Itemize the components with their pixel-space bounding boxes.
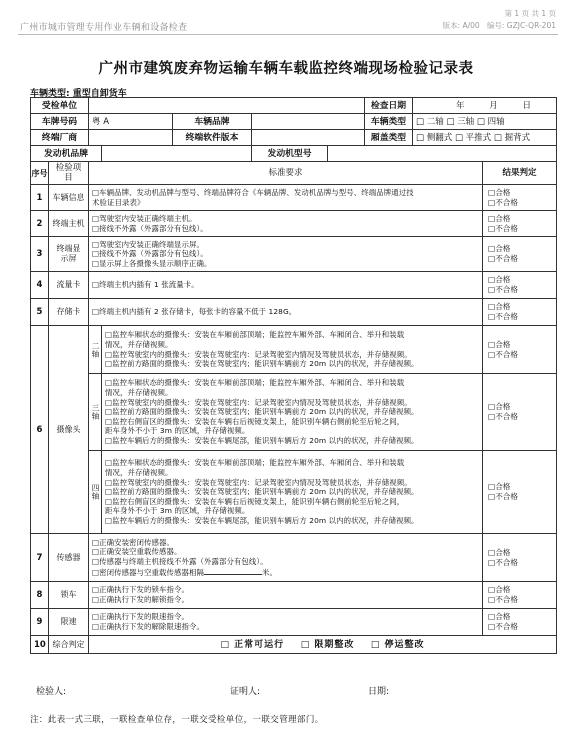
engine-model-value[interactable] bbox=[328, 146, 557, 162]
fail-checkbox[interactable]: □不合格 bbox=[488, 254, 518, 263]
row-no: 5 bbox=[31, 299, 49, 326]
row-item: 传感器 bbox=[49, 534, 89, 582]
fail-checkbox[interactable]: □不合格 bbox=[488, 223, 518, 233]
req-line: □车辆品牌、发动机品牌与型号、终端品牌符合《车辆品牌、发动机品牌与型号、终端品牌通过技 bbox=[92, 187, 414, 197]
row-requirement[interactable] bbox=[89, 185, 483, 211]
req-line: □接线不外露（外露部分有包线）。 bbox=[92, 223, 208, 233]
row-no: 10 bbox=[31, 636, 49, 654]
inspected-unit-value[interactable] bbox=[89, 98, 365, 114]
axle-label: 四轴 bbox=[89, 451, 102, 534]
row-requirement[interactable] bbox=[89, 582, 483, 609]
plate-label: 车牌号码 bbox=[31, 114, 89, 130]
result-cell[interactable] bbox=[483, 582, 557, 609]
row-no: 6 bbox=[31, 326, 49, 534]
row-item: 综合判定 bbox=[49, 636, 89, 654]
engine-model-label: 发动机型号 bbox=[252, 146, 328, 162]
brand-label: 车辆品牌 bbox=[173, 114, 252, 130]
req-line: □监控前方路面的摄像头：安装在驾驶室内；能识别车辆前方 20m 以内的状况，并存储视频。 bbox=[105, 407, 419, 417]
req-line: □监控前方路面的摄像头：安装在驾驶室内；能识别车辆前方 20m 以内的状况，并存储视频。 bbox=[105, 359, 419, 369]
req-line bbox=[92, 567, 479, 578]
req-line: 情况，并存储视频。 bbox=[105, 388, 173, 398]
pass-checkbox[interactable]: □合格 bbox=[488, 585, 511, 594]
req-line: □驾驶室内安装正确终端主机。 bbox=[92, 213, 197, 223]
pass-checkbox[interactable]: □合格 bbox=[488, 187, 511, 197]
req-line: □终端主机内插有 1 张流量卡。 bbox=[92, 280, 199, 290]
camera-row-three-axle bbox=[31, 374, 557, 451]
row-item: 锁车 bbox=[49, 582, 89, 609]
pass-checkbox[interactable]: □合格 bbox=[488, 402, 511, 411]
req-line: □终端主机内插有 2 张存储卡，每张卡的容量不低于 128G。 bbox=[92, 307, 297, 317]
req-line: □监控车厢状态的摄像头：安装在车厢前部顶端；能监控车厢外部、车厢闭合、举升和装载 bbox=[105, 330, 405, 340]
witness-signature[interactable]: 证明人: bbox=[230, 687, 261, 697]
req-line: □传感器与终端主机接线不外露（外露部分有包线）。 bbox=[92, 557, 268, 566]
result-cell[interactable] bbox=[483, 326, 557, 374]
table-row bbox=[31, 185, 557, 211]
req-line: 术验证目录表》 bbox=[92, 197, 145, 207]
footer-note: 注：此表一式三联，一联检查单位存，一联交受检单位，一联交管理部门。 bbox=[30, 715, 324, 725]
req-line: □正确执行下发的解除限速指令。 bbox=[92, 622, 204, 631]
final-judgement-options[interactable]: □ 正常可运行 □ 限期整改 □ 停运整改 bbox=[89, 636, 557, 654]
axle-label: 三轴 bbox=[89, 374, 102, 451]
camera-row-two-axle bbox=[31, 326, 557, 374]
fail-checkbox[interactable]: □不合格 bbox=[488, 492, 518, 501]
table-row bbox=[31, 237, 557, 272]
pass-checkbox[interactable]: □合格 bbox=[488, 213, 511, 223]
req-line: □正确执行下发的解锁指令。 bbox=[92, 595, 189, 604]
result-cell[interactable] bbox=[483, 211, 557, 237]
req-line: □正确执行下发的限速指令。 bbox=[92, 612, 189, 622]
result-cell[interactable] bbox=[483, 609, 557, 636]
inspected-unit-label: 受检单位 bbox=[31, 98, 89, 114]
sensor-distance-post: 米。 bbox=[261, 567, 277, 577]
fail-checkbox[interactable]: □不合格 bbox=[488, 197, 518, 207]
row-no: 4 bbox=[31, 272, 49, 299]
info-row-maker bbox=[31, 130, 557, 146]
fail-checkbox[interactable]: □不合格 bbox=[488, 557, 518, 567]
req-line: 情况，并存储视频。 bbox=[105, 339, 173, 349]
row-no: 9 bbox=[31, 609, 49, 636]
inspector-signature[interactable]: 检验人: bbox=[36, 687, 67, 697]
cover-type-label: 厢盖类型 bbox=[365, 130, 413, 146]
req-line: □接线不外露（外露部分有包线）。 bbox=[92, 249, 208, 259]
row-no: 2 bbox=[31, 211, 49, 237]
pass-checkbox[interactable]: □合格 bbox=[488, 482, 511, 491]
vehicle-class-label: 车辆类型 bbox=[365, 114, 413, 130]
pass-checkbox[interactable]: □合格 bbox=[488, 339, 511, 349]
final-judgement-row bbox=[31, 636, 557, 654]
column-header-row bbox=[31, 162, 557, 185]
fail-checkbox[interactable]: □不合格 bbox=[488, 285, 518, 294]
maker-value[interactable] bbox=[89, 130, 173, 146]
info-row-engine bbox=[31, 146, 557, 162]
result-cell[interactable] bbox=[483, 374, 557, 451]
inspect-date-label: 检查日期 bbox=[365, 98, 413, 114]
result-cell[interactable] bbox=[483, 534, 557, 582]
page-title: 广州市建筑废弃物运输车辆车载监控终端现场检验记录表 bbox=[98, 61, 474, 77]
req-line: 距车身外不小于 3m 的区域，并存储视频。 bbox=[105, 426, 250, 436]
camera-row-four-axle bbox=[31, 451, 557, 534]
maker-label: 终端厂商 bbox=[31, 130, 89, 146]
vehicle-type-value: 重型自卸货车 bbox=[72, 89, 127, 99]
sensor-distance-input[interactable] bbox=[204, 567, 262, 575]
pass-checkbox[interactable]: □合格 bbox=[488, 612, 511, 621]
row-requirement[interactable] bbox=[102, 326, 483, 374]
row-requirement[interactable] bbox=[89, 299, 483, 326]
row-requirement[interactable] bbox=[89, 211, 483, 237]
info-row-plate bbox=[31, 114, 557, 130]
col-item: 检验项目 bbox=[49, 162, 89, 185]
plate-value[interactable]: 粤 A bbox=[89, 114, 173, 130]
req-line: □正确执行下发的锁车指令。 bbox=[92, 585, 189, 595]
day-label: 日 bbox=[522, 100, 531, 111]
col-requirement: 标准要求 bbox=[89, 162, 483, 185]
pass-checkbox[interactable]: □合格 bbox=[488, 547, 511, 557]
req-line: 距车身外不小于 3m 的区域，并存储视频。 bbox=[105, 506, 250, 516]
req-line: □监控车辆后方的摄像头：安装在车辆尾部，能识别车辆后方 20m 以内的状况，并存储视频。 bbox=[105, 435, 419, 445]
engine-brand-label: 发动机品牌 bbox=[31, 146, 102, 162]
header-org: 广州市城市管理专用作业车辆和设备检查 bbox=[20, 23, 188, 33]
req-line: □监控右侧盲区的摄像头：安装在车辆右后视镜支架上，能识别车辆右侧前轮至后轮之间， bbox=[105, 496, 405, 506]
month-label: 月 bbox=[489, 100, 498, 111]
inspection-table bbox=[30, 97, 557, 654]
row-requirement[interactable] bbox=[102, 374, 483, 451]
req-line: □监控驾驶室内的摄像头：安装在驾驶室内：记录驾驶室内情况及驾驶员状态，并存储视频。 bbox=[105, 349, 412, 359]
row-requirement[interactable] bbox=[89, 609, 483, 636]
table-row bbox=[31, 299, 557, 326]
row-requirement[interactable] bbox=[89, 237, 483, 272]
req-line: □监控车厢状态的摄像头：安装在车厢前部顶端；能监控车厢外部、车厢闭合、举升和装载 bbox=[105, 378, 405, 388]
row-requirement[interactable] bbox=[89, 534, 483, 582]
inspect-date-value[interactable] bbox=[413, 98, 557, 114]
req-line: □显示屏上各摄像头显示顺序正确。 bbox=[92, 258, 212, 268]
row-no: 8 bbox=[31, 582, 49, 609]
col-no: 序号 bbox=[31, 162, 49, 185]
brand-value[interactable] bbox=[252, 114, 365, 130]
fail-checkbox[interactable]: □不合格 bbox=[488, 349, 518, 359]
col-result: 结果判定 bbox=[483, 162, 557, 185]
axle-label: 二轴 bbox=[89, 326, 102, 374]
req-line: □正确安装空重载传感器。 bbox=[92, 547, 182, 557]
row-no: 1 bbox=[31, 185, 49, 211]
req-line: □驾驶室内安装正确终端显示屏。 bbox=[92, 239, 204, 249]
result-cell[interactable] bbox=[483, 185, 557, 211]
pass-checkbox[interactable]: □合格 bbox=[488, 302, 511, 311]
fail-checkbox[interactable]: □不合格 bbox=[488, 622, 518, 631]
table-row bbox=[31, 534, 557, 582]
row-item: 摄像头 bbox=[49, 326, 89, 534]
row-requirement[interactable] bbox=[89, 272, 483, 299]
row-item: 终端显示屏 bbox=[49, 237, 89, 272]
req-line: □监控车厢状态的摄像头：安装在车厢前部顶端；能监控车厢外部、车厢闭合、举升和装载 bbox=[105, 458, 405, 468]
req-line: □监控右侧盲区的摄像头：安装在车辆右后视镜支架上，能识别车辆右侧前轮至后轮之间， bbox=[105, 416, 405, 426]
req-line: □监控前方路面的摄像头：安装在驾驶室内；能识别车辆前方 20m 以内的状况，并存储视频。 bbox=[105, 487, 419, 497]
req-line: □正确安装密闭传感器。 bbox=[92, 537, 175, 547]
engine-brand-value[interactable] bbox=[102, 146, 252, 162]
result-cell[interactable] bbox=[483, 272, 557, 299]
table-row bbox=[31, 582, 557, 609]
header-divider bbox=[18, 34, 558, 35]
cover-type-options[interactable]: □ 侧翻式 □ 平推式 □ 掘背式 bbox=[413, 130, 557, 146]
vehicle-type-label: 车辆类型: bbox=[30, 89, 70, 99]
fail-checkbox[interactable]: □不合格 bbox=[488, 312, 518, 321]
row-item: 终端主机 bbox=[49, 211, 89, 237]
sensor-distance-pre: □密闭传感器与空重载传感器相隔 bbox=[92, 567, 204, 577]
row-item: 流量卡 bbox=[49, 272, 89, 299]
req-line: □监控驾驶室内的摄像头：安装在驾驶室内：记录驾驶室内情况及驾驶员状态，并存储视频。 bbox=[105, 397, 412, 407]
software-label: 终端软件版本 bbox=[173, 130, 252, 146]
row-item: 存储卡 bbox=[49, 299, 89, 326]
table-row bbox=[31, 609, 557, 636]
fail-checkbox[interactable]: □不合格 bbox=[488, 412, 518, 421]
row-requirement[interactable] bbox=[102, 451, 483, 534]
row-no: 7 bbox=[31, 534, 49, 582]
header-version: 版本: A/00 bbox=[442, 21, 480, 30]
pass-checkbox[interactable]: □合格 bbox=[488, 244, 511, 253]
header-version-code bbox=[443, 20, 556, 31]
req-line: 情况，并存储视频。 bbox=[105, 468, 173, 478]
req-line: □监控驾驶室内的摄像头：安装在驾驶室内：记录驾驶室内情况及驾驶员状态，并存储视频。 bbox=[105, 477, 412, 487]
row-no: 3 bbox=[31, 237, 49, 272]
fail-checkbox[interactable]: □不合格 bbox=[488, 595, 518, 604]
date-signature[interactable]: 日期: bbox=[368, 687, 390, 697]
header-code: 编号: GZJC-QR-201 bbox=[486, 21, 556, 30]
table-row bbox=[31, 211, 557, 237]
software-value[interactable] bbox=[252, 130, 365, 146]
pass-checkbox[interactable]: □合格 bbox=[488, 275, 511, 284]
table-row bbox=[31, 272, 557, 299]
result-cell[interactable] bbox=[483, 299, 557, 326]
result-cell[interactable] bbox=[483, 237, 557, 272]
info-row-unit bbox=[31, 98, 557, 114]
row-item: 限速 bbox=[49, 609, 89, 636]
year-label: 年 bbox=[456, 100, 465, 111]
result-cell[interactable] bbox=[483, 451, 557, 534]
page-number: 第 1 页 共 1 页 bbox=[504, 9, 556, 18]
row-item: 车辆信息 bbox=[49, 185, 89, 211]
vehicle-class-options[interactable]: □ 二轴 □ 三轴 □ 四轴 bbox=[413, 114, 557, 130]
req-line: □监控车辆后方的摄像头：安装在车辆尾部，能识别车辆后方 20m 以内的状况，并存储视频。 bbox=[105, 515, 419, 525]
